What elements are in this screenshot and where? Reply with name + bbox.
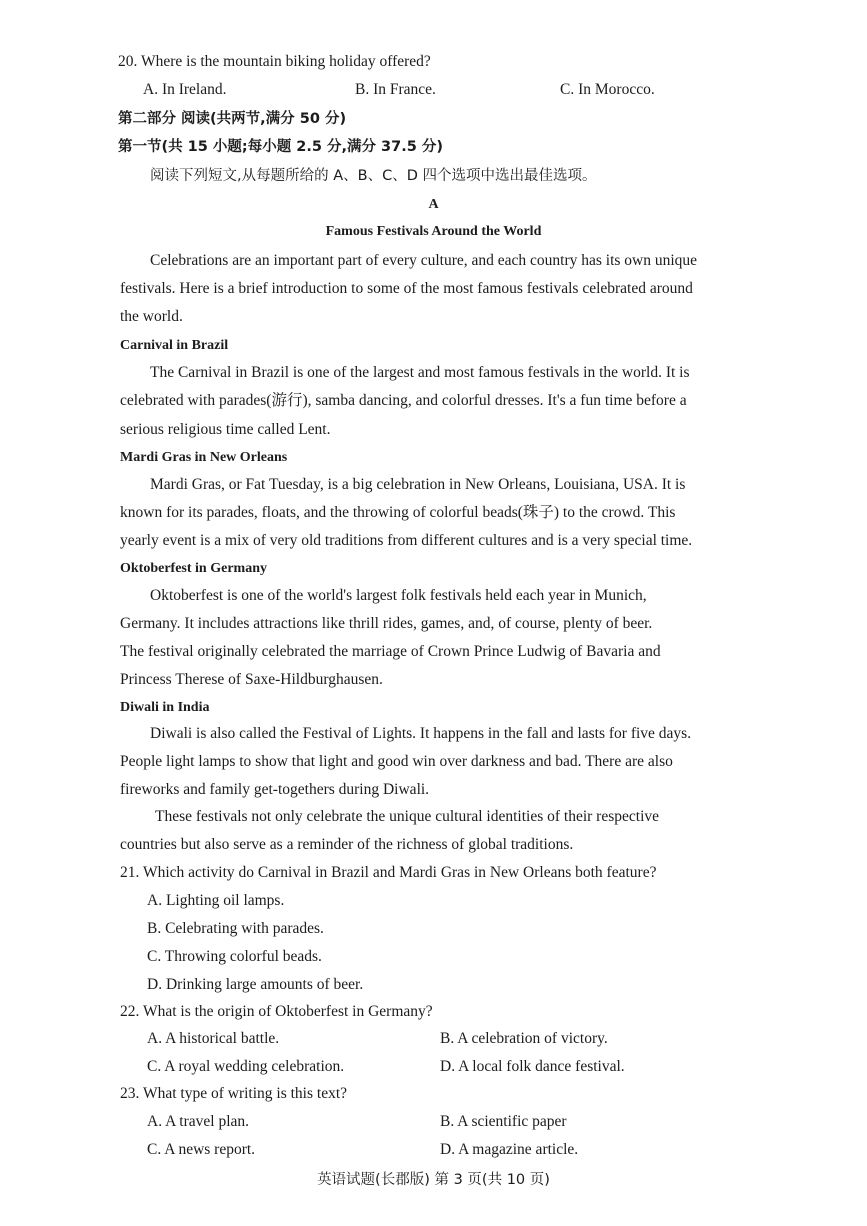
passage-letter: A xyxy=(428,197,439,212)
q21-option-d: D. Drinking large amounts of beer. xyxy=(147,976,364,993)
q23-question: 23. What type of writing is this text? xyxy=(120,1085,348,1102)
q22-option-c: C. A royal wedding celebration. xyxy=(147,1058,345,1075)
q22-question: 22. What is the origin of Oktoberfest in Germany? xyxy=(120,1003,433,1020)
page-footer: 英语试题(长郡版) 第 3 页(共 10 页) xyxy=(317,1172,550,1188)
oktoberfest-line: Princess Therese of Saxe-Hildburghausen. xyxy=(120,671,383,688)
passage-title: Famous Festivals Around the World xyxy=(325,224,542,239)
q20-option-a: A. In Ireland. xyxy=(143,81,227,98)
intro-line: Celebrations are an important part of every culture, and each country has its own unique xyxy=(150,252,698,269)
carnival-line: celebrated with parades(游行), samba dancing, and colorful dresses. It's a fun time before a xyxy=(120,392,687,409)
closing-line: countries but also serve as a reminder of the richness of global traditions. xyxy=(120,836,574,853)
q22-option-a: A. A historical battle. xyxy=(147,1030,280,1047)
q23-option-a: A. A travel plan. xyxy=(147,1113,250,1130)
reading-instruction: 阅读下列短文,从每题所给的 A、B、C、D 四个选项中选出最佳选项。 xyxy=(150,168,597,184)
oktoberfest-line: The festival originally celebrated the marriage of Crown Prince Ludwig of Bavaria and xyxy=(120,643,661,660)
oktoberfest-line: Oktoberfest is one of the world's largest folk festivals held each year in Munich, xyxy=(150,587,647,604)
section-heading-mardi-gras: Mardi Gras in New Orleans xyxy=(120,450,288,465)
diwali-line: People light lamps to show that light and good win over darkness and bad. There are also xyxy=(120,753,673,770)
closing-line: These festivals not only celebrate the unique cultural identities of their respective xyxy=(155,808,659,825)
q20-option-c: C. In Morocco. xyxy=(560,81,655,98)
q21-option-b: B. Celebrating with parades. xyxy=(147,920,324,937)
diwali-line: Diwali is also called the Festival of Lights. It happens in the fall and lasts for five days. xyxy=(150,725,692,742)
section-heading-diwali: Diwali in India xyxy=(120,700,210,715)
q21-option-a: A. Lighting oil lamps. xyxy=(147,892,285,909)
section-heading-carnival: Carnival in Brazil xyxy=(120,338,229,353)
q23-option-c: C. A news report. xyxy=(147,1141,256,1158)
section1-heading: 第一节(共 15 小题;每小题 2.5 分,满分 37.5 分) xyxy=(118,139,443,155)
mardi-gras-line: known for its parades, floats, and the throwing of colorful beads(珠子) to the crowd. This xyxy=(120,504,676,521)
q22-option-d: D. A local folk dance festival. xyxy=(440,1058,625,1075)
q22-option-b: B. A celebration of victory. xyxy=(440,1030,608,1047)
q23-option-b: B. A scientific paper xyxy=(440,1113,567,1130)
diwali-line: fireworks and family get-togethers during Diwali. xyxy=(120,781,430,798)
mardi-gras-line: Mardi Gras, or Fat Tuesday, is a big celebration in New Orleans, Louisiana, USA. It is xyxy=(150,476,686,493)
q20-question: 20. Where is the mountain biking holiday offered? xyxy=(118,53,431,70)
intro-line: the world. xyxy=(120,308,183,325)
part2-heading: 第二部分 阅读(共两节,满分 50 分) xyxy=(118,111,347,127)
oktoberfest-line: Germany. It includes attractions like thrill rides, games, and, of course, plenty of beer. xyxy=(120,615,653,632)
carnival-line: serious religious time called Lent. xyxy=(120,421,331,438)
q20-option-b: B. In France. xyxy=(355,81,436,98)
carnival-line: The Carnival in Brazil is one of the largest and most famous festivals in the world. It is xyxy=(150,364,690,381)
intro-line: festivals. Here is a brief introduction to some of the most famous festivals celebrated around xyxy=(120,280,693,297)
section-heading-oktoberfest: Oktoberfest in Germany xyxy=(120,561,267,576)
mardi-gras-line: yearly event is a mix of very old traditions from different cultures and is a very special time. xyxy=(120,532,693,549)
q21-option-c: C. Throwing colorful beads. xyxy=(147,948,322,965)
q23-option-d: D. A magazine article. xyxy=(440,1141,579,1158)
q21-question: 21. Which activity do Carnival in Brazil and Mardi Gras in New Orleans both feature? xyxy=(120,864,657,881)
